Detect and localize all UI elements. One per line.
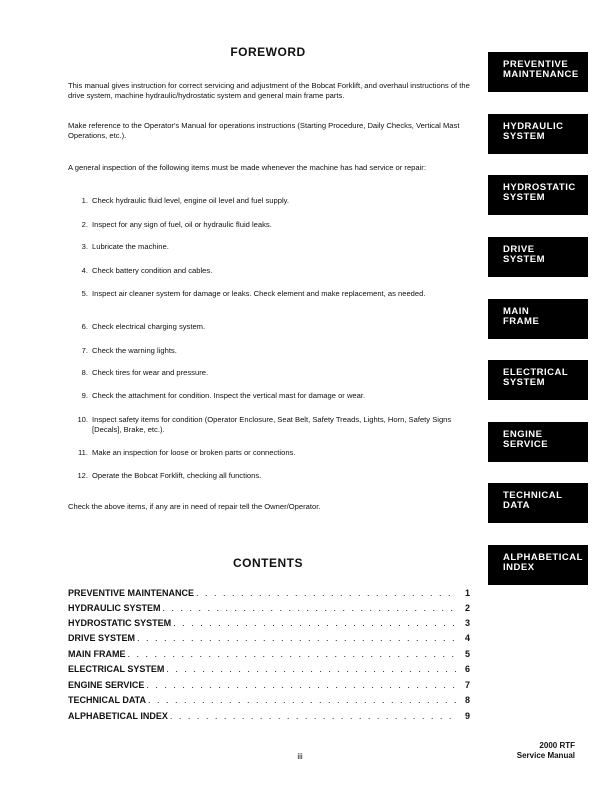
toc-entry-label: PREVENTIVE MAINTENANCE	[68, 588, 195, 598]
foreword-title: FOREWORD	[230, 45, 306, 59]
toc-leader-dots	[146, 694, 456, 706]
toc-entry[interactable]	[68, 710, 470, 722]
toc-entry-page: 9	[464, 711, 470, 721]
toc-entry-label: TECHNICAL DATA	[68, 695, 146, 705]
tab-label-line: ENGINE	[503, 429, 543, 440]
tab-label-line: HYDRAULIC	[503, 121, 564, 132]
section-tab-drive-system[interactable]	[488, 237, 588, 277]
section-tab-electrical-system[interactable]	[488, 360, 588, 400]
toc-entry[interactable]	[68, 679, 470, 691]
toc-entry-label: ENGINE SERVICE	[68, 680, 145, 690]
tab-label-line: DATA	[503, 500, 530, 511]
foreword-reference: Make reference to the Operator's Manual for operations instructions (Starting Procedure, Daily Checks, Vertical Mast Operations, etc.).	[68, 121, 460, 140]
tab-label-line: MAINTENANCE	[503, 69, 579, 80]
list-item-number: 2.	[81, 220, 88, 229]
section-tab-main-frame[interactable]	[488, 299, 588, 339]
list-item-number: 9.	[81, 391, 88, 400]
section-tab-preventive-maintenance[interactable]	[488, 52, 588, 92]
toc-leader-dots	[135, 632, 456, 644]
tab-label-line: SYSTEM	[503, 254, 546, 265]
list-item-text: Check the attachment for condition. Inspect the vertical mast for damage or wear.	[92, 391, 366, 400]
toc-entry-label: MAIN FRAME	[68, 649, 126, 659]
foreword-intro: This manual gives instruction for correct servicing and adjustment of the Bobcat Forklift, and overhaul instructions of the drive system, machine hydraulic/hydrostatic system and general main frame parts.	[68, 81, 470, 100]
toc-entry[interactable]	[68, 648, 470, 660]
toc-entry[interactable]	[68, 587, 470, 599]
toc-entry[interactable]	[68, 617, 470, 629]
toc-entry-label: ELECTRICAL SYSTEM	[68, 664, 165, 674]
page-number: iii	[297, 752, 303, 761]
section-tab-technical-data[interactable]	[488, 483, 588, 523]
tab-label-line: SERVICE	[503, 439, 549, 450]
tab-label-line: TECHNICAL	[503, 490, 563, 501]
list-item-number: 11.	[78, 448, 88, 457]
list-item-number: 10.	[77, 415, 88, 424]
list-item-text: Check tires for wear and pressure.	[92, 368, 209, 377]
toc-entry[interactable]	[68, 663, 470, 675]
toc-entry-page: 8	[464, 695, 470, 705]
list-item-number: 4.	[81, 266, 88, 275]
toc-entry-page: 4	[464, 633, 470, 643]
list-item-number: 12.	[77, 471, 88, 480]
tab-label-line: PREVENTIVE	[503, 59, 569, 70]
footer-model: 2000 RTF	[539, 741, 575, 750]
section-tab-engine-service[interactable]	[488, 422, 588, 462]
toc-entry-page: 7	[464, 680, 470, 690]
tab-label-line: HYDROSTATIC	[503, 182, 576, 193]
toc-leader-dots	[126, 648, 457, 660]
toc-entry[interactable]	[68, 632, 470, 644]
list-item-text: Make an inspection for loose or broken parts or connections.	[92, 448, 296, 457]
toc-entry-page: 2	[464, 603, 470, 613]
list-item-text: Operate the Bobcat Forklift, checking all functions.	[92, 471, 262, 480]
toc-leader-dots	[168, 710, 456, 722]
toc-entry-page: 5	[464, 649, 470, 659]
toc-entry-label: HYDROSTATIC SYSTEM	[68, 618, 172, 628]
toc-leader-dots	[144, 679, 456, 691]
list-item-text: Check electrical charging system.	[92, 322, 206, 331]
section-tab-hydrostatic-system[interactable]	[488, 175, 588, 215]
footer-manual-name: Service Manual	[516, 751, 575, 760]
list-item-number: 6.	[81, 322, 88, 331]
tab-label-line: DRIVE	[503, 244, 535, 255]
tab-label-line: SYSTEM	[503, 377, 546, 388]
contents-title: CONTENTS	[233, 556, 303, 570]
toc-leader-dots	[194, 587, 456, 599]
list-item-text: Lubricate the machine.	[92, 242, 169, 251]
toc-entry-page: 1	[464, 588, 470, 598]
list-item-number: 7.	[81, 346, 88, 355]
toc-entry[interactable]	[68, 694, 470, 706]
toc-leader-dots	[161, 602, 456, 614]
toc-leader-dots	[164, 663, 456, 675]
list-item-number: 8.	[81, 368, 88, 377]
toc-entry[interactable]	[68, 602, 470, 614]
tab-label-line: SYSTEM	[503, 192, 546, 203]
list-item-number: 5.	[81, 289, 88, 298]
tab-label-line: INDEX	[503, 562, 535, 573]
list-item-number: 3.	[81, 242, 88, 251]
toc-entry-page: 6	[464, 664, 470, 674]
toc-entry-label: HYDRAULIC SYSTEM	[68, 603, 161, 613]
list-item-text: Check battery condition and cables.	[92, 266, 213, 275]
list-item-text: Inspect air cleaner system for damage or leaks. Check element and make replacement, as needed.	[92, 289, 426, 298]
foreword-closing: Check the above items, if any are in need of repair tell the Owner/Operator.	[68, 502, 321, 511]
tab-label-line: SYSTEM	[503, 131, 546, 142]
list-item-text: Check hydraulic fluid level, engine oil level and fuel supply.	[92, 196, 289, 205]
tab-label-line: ELECTRICAL	[503, 367, 569, 378]
section-tab-alphabetical-index[interactable]	[488, 545, 588, 585]
toc-entry-label: ALPHABETICAL INDEX	[68, 711, 168, 721]
list-item-text: Check the warning lights.	[92, 346, 177, 355]
toc-leader-dots	[171, 617, 456, 629]
list-item-number: 1.	[81, 196, 88, 205]
toc-entry-page: 3	[464, 618, 470, 628]
section-tab-hydraulic-system[interactable]	[488, 114, 588, 154]
list-item-text: Inspect safety items for condition (Operator Enclosure, Seat Belt, Safety Treads, Lights, Horn, Safety Signs [Decals], Brake, etc.).	[92, 415, 452, 434]
foreword-inspection-intro: A general inspection of the following items must be made whenever the machine has had service or repair:	[68, 163, 426, 172]
list-item-text: Inspect for any sign of fuel, oil or hydraulic fluid leaks.	[92, 220, 272, 229]
tab-label-line: FRAME	[503, 316, 540, 327]
tab-label-line: MAIN	[503, 306, 530, 317]
footer-manual-info	[480, 741, 575, 761]
tab-label-line: ALPHABETICAL	[503, 552, 583, 563]
toc-entry-label: DRIVE SYSTEM	[68, 633, 136, 643]
